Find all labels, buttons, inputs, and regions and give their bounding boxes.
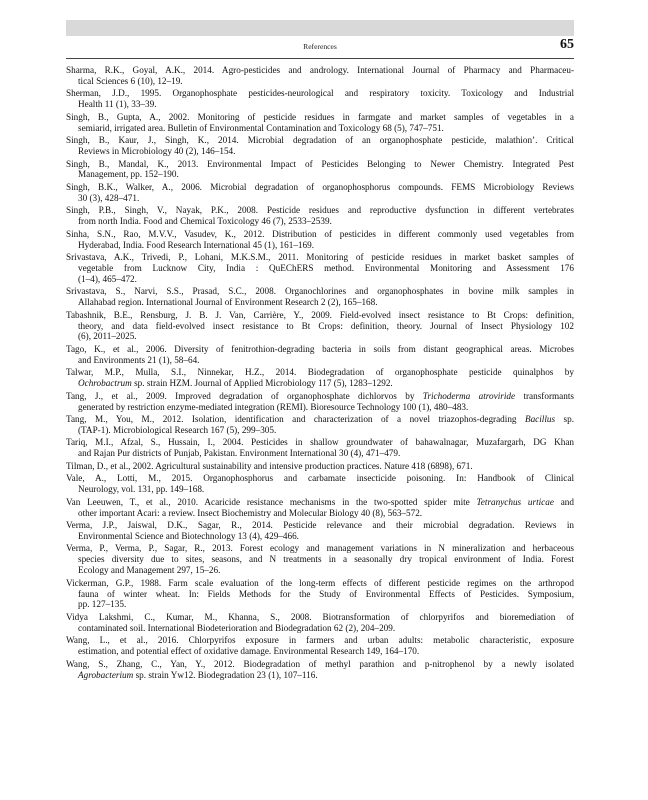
reference-continuation: from north India. Food and Chemical Toxicology 46 (7), 2533–2539. xyxy=(78,216,332,227)
reference-continuation: species diversity due to sites, seasons, and N treatments in a seasonally dry tropical environment of India. Forest xyxy=(78,554,574,565)
reference-entry: Vickerman, G.P., 1988. Farm scale evaluation of the long-term effects of different pesticide regimes on the arthropod xyxy=(66,577,574,588)
reference-entry: Tago, K., et al., 2006. Diversity of fenitrothion-degrading bacteria in soils from distant geographical areas. Microbes xyxy=(66,343,574,354)
species-name: Trichoderma atroviride xyxy=(422,390,516,401)
reference-continuation: Health 11 (1), 33–39. xyxy=(78,99,157,110)
reference-continuation: Reviews in Microbiology 40 (2), 146–154. xyxy=(78,146,236,157)
page-header xyxy=(66,36,574,59)
header-bar xyxy=(66,20,574,36)
reference-continuation: 30 (3), 428–471. xyxy=(78,192,140,203)
reference-text: transformants xyxy=(515,390,574,401)
reference-continuation: Hyderabad, India. Food Research International 45 (1), 161–169. xyxy=(78,239,314,250)
reference-continuation: and Rajan Pur districts of Punjab, Pakistan. Environment International 30 (4), 471–479. xyxy=(78,448,401,459)
reference-entry: Wang, L., et al., 2016. Chlorpyrifos exposure in farmers and urban adults: metabolic characteristic, exposure xyxy=(66,635,574,646)
reference-text: sp. xyxy=(555,414,574,425)
reference-continuation: (1–4), 465–472. xyxy=(78,273,137,284)
reference-continuation: Environmental Science and Biotechnology 13 (4), 429–466. xyxy=(78,530,299,541)
reference-entry: Singh, B., Mandal, K., 2013. Environmental Impact of Pesticides Belonging to Newer Chemistry. Integrated Pest xyxy=(66,158,574,169)
reference-continuation: other important Acari: a review. Insect Biochemistry and Molecular Biology 40 (8), 563–572. xyxy=(78,507,423,518)
reference-continuation: contaminated soil. International Biodeterioration and Biodegradation 62 (2), 204–209. xyxy=(78,622,396,633)
reference-continuation: semiarid, irrigated area. Bulletin of Environmental Contamination and Toxicology 68 (5), 747–751. xyxy=(78,122,444,133)
reference-entry: Tabashnik, B.E., Rensburg, J. B. J. Van, Carrière, Y., 2009. Field-evolved insect resistance to Bt Crops: definition, xyxy=(66,309,574,320)
reference-continuation: Allahabad region. International Journal of Environment Research 2 (2), 165–168. xyxy=(78,297,378,308)
reference-text: Van Leeuwen, T., et al., 2010. Acaricide resistance mechanisms in the two-spotted spider mite xyxy=(66,496,477,507)
reference-entry: Talwar, M.P., Mulla, S.I., Ninnekar, H.Z., 2014. Biodegradation of organophosphate pesticide quinalphos by xyxy=(66,367,574,378)
running-title: References xyxy=(303,42,337,51)
reference-entry: Sherman, J.D., 1995. Organophosphate pesticides-neurological and respiratory toxicity. Toxicology and Industrial xyxy=(66,88,574,99)
reference-entry xyxy=(66,391,574,402)
reference-text: sp. strain Yw12. Biodegradation 23 (1), 107–116. xyxy=(133,669,318,680)
species-name: Bacillus xyxy=(524,414,556,425)
reference-list xyxy=(66,65,574,680)
reference-entry: Singh, B., Gupta, A., 2002. Monitoring of pesticide residues in farmgate and market samples of vegetables in a xyxy=(66,111,574,122)
reference-continuation: vegetable from Lucknow City, India : QuEChERS method. Environmental Monitoring and Assessment 176 xyxy=(78,262,574,273)
reference-continuation: Management, pp. 152–190. xyxy=(78,169,179,180)
reference-entry: Verma, P., Verma, P., Sagar, R., 2013. Forest ecology and management variations in N mineralization and herbaceous xyxy=(66,543,574,554)
reference-entry: Srivastava, S., Narvi, S.S., Prasad, S.C., 2008. Organochlorines and organophosphates in bovine milk samples in xyxy=(66,286,574,297)
reference-continuation: theory, and data field-evolved insect resistance to Bt Crops: definition, theory. Journal of Insect Physiology 102 xyxy=(78,320,574,331)
reference-entry: Vale, A., Lotti, M., 2015. Organophosphorus and carbamate insecticide poisoning. In: Handbook of Clinical xyxy=(66,473,574,484)
reference-continuation: Neurology, vol. 131, pp. 149–168. xyxy=(78,484,205,495)
reference-continuation xyxy=(66,378,574,389)
page-number: 65 xyxy=(560,37,574,52)
reference-entry: Tariq, M.I., Afzal, S., Hussain, I., 2004. Pesticides in shallow groundwater of bahawalnagar, Muzafargarh, DG Khan xyxy=(66,437,574,448)
species-name: Tetranychus urticae xyxy=(476,496,554,507)
species-name: Agrobacterium xyxy=(78,669,134,680)
reference-text: Tang, M., You, M., 2012. Isolation, identification and characterization of a novel triazophos-degrading xyxy=(66,414,525,425)
reference-entry: Srivastava, A.K., Trivedi, P., Lohani, M.K.S.M., 2011. Monitoring of pesticide residues in market basket samples of xyxy=(66,252,574,262)
reference-continuation: estimation, and potential effect of oxidative damage. Environmental Research 149, 164–170. xyxy=(78,646,420,657)
reference-continuation xyxy=(66,670,574,681)
reference-entry: Sinha, S.N., Rao, M.V.V., Vasudev, K., 2012. Distribution of pesticides in different commonly used vegetables from xyxy=(66,228,574,239)
species-name: Ochrobactrum xyxy=(78,378,132,389)
reference-entry: Singh, B.K., Walker, A., 2006. Microbial degradation of organophosphorus compounds. FEMS Microbiology Reviews xyxy=(66,181,574,192)
reference-entry: Tilman, D., et al., 2002. Agricultural sustainability and intensive production practices. Nature 418 (6898), 671. xyxy=(66,460,473,471)
reference-entry: Vidya Lakshmi, C., Kumar, M., Khanna, S., 2008. Biotransformation of chlorpyrifos and bioremediation of xyxy=(66,611,574,622)
reference-entry xyxy=(66,414,574,425)
reference-entry: Singh, B., Kaur, J., Singh, K., 2014. Microbial degradation of an organophosphate pesticide, malathion’. Critical xyxy=(66,135,574,146)
reference-continuation: and Environments 21 (1), 58–64. xyxy=(78,354,200,365)
reference-continuation: pp. 127–135. xyxy=(78,599,127,610)
reference-entry: Wang, S., Zhang, C., Yan, Y., 2012. Biodegradation of methyl parathion and p-nitrophenol by a newly isolated xyxy=(66,658,574,669)
reference-entry: Verma, J.P., Jaiswal, D.K., Sagar, R., 2014. Pesticide relevance and their microbial degradation. Reviews in xyxy=(66,520,574,531)
reference-entry xyxy=(66,497,574,508)
reference-text: and xyxy=(553,496,574,507)
reference-continuation: tical Sciences 6 (10), 12–19. xyxy=(78,75,183,86)
reference-entry: Sharma, R.K., Goyal, A.K., 2014. Agro-pesticides and andrology. International Journal of Pharmacy and Pharmaceu- xyxy=(66,65,574,75)
reference-entry: Singh, P.B., Singh, V., Nayak, P.K., 2008. Pesticide residues and reproductive dysfunction in different vertebrates xyxy=(66,205,574,216)
reference-continuation: generated by restriction enzyme-mediated integration (REMI). Bioresource Technology 100 (1), 480–483. xyxy=(78,401,469,412)
reference-continuation: (6), 2011–2025. xyxy=(78,331,137,342)
reference-text: Tang, J., et al., 2009. Improved degradation of organophosphate dichlorvos by xyxy=(66,390,423,401)
reference-continuation: (TAP-1). Microbiological Research 167 (5), 299–305. xyxy=(78,424,277,435)
reference-text: sp. strain HZM. Journal of Applied Microbiology 117 (5), 1283–1292. xyxy=(131,378,393,389)
reference-continuation: Ecology and Management 297, 15–26. xyxy=(78,565,221,576)
reference-continuation: fauna of winter wheat. In: Fields Methods for the Study of Environmental Effects of Pesticides. Symposium, xyxy=(78,588,574,599)
